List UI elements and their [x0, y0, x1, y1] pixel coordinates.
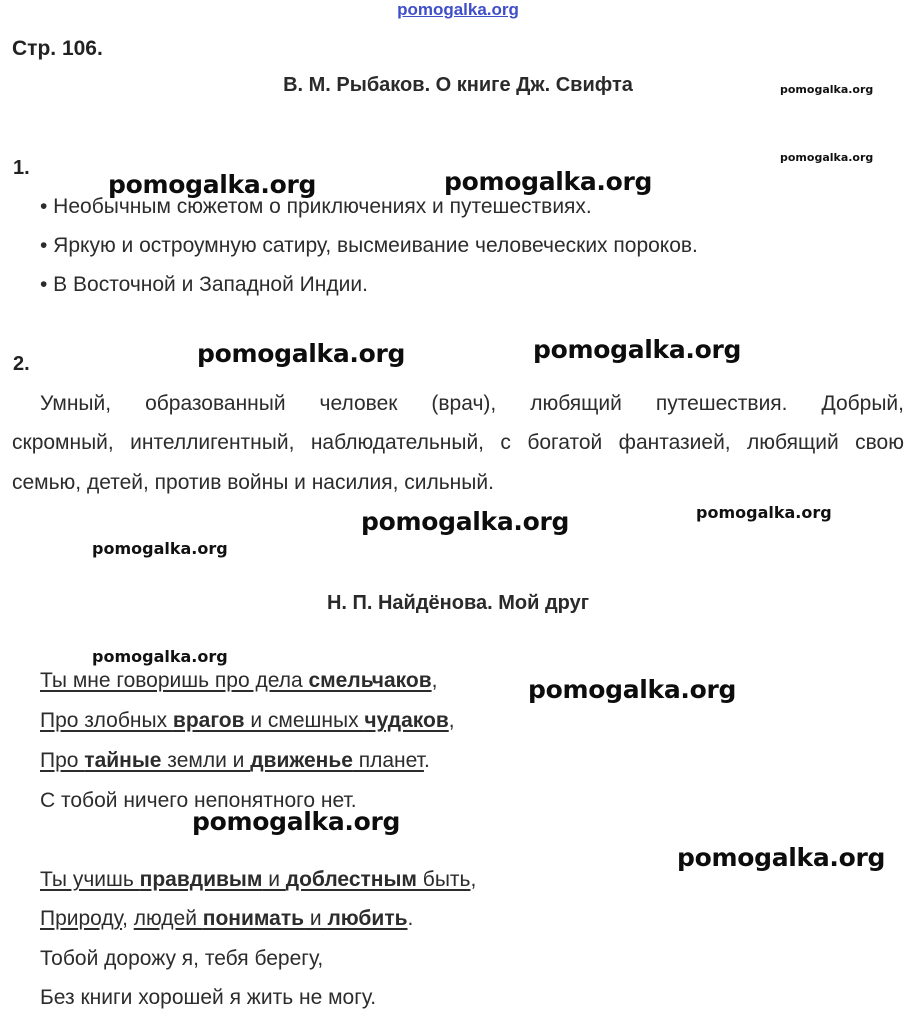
poem-text: и смешных: [244, 709, 365, 732]
watermark-large: pomogalka.org: [444, 167, 653, 196]
poem-line-6: [40, 907, 413, 931]
poem-line-3: [40, 749, 430, 773]
poem-keyword: доблестным: [285, 868, 417, 891]
poem-keyword: тайные: [84, 749, 162, 772]
answer-bullet-2: • Яркую и остроумную сатиру, высмеивание человеческих пороков.: [40, 234, 698, 257]
watermark-top[interactable]: pomogalka.org: [397, 0, 519, 19]
watermark-large: pomogalka.org: [192, 807, 401, 836]
poem-text: ,: [470, 868, 477, 891]
answer-paragraph-line-2: скромный, интеллигентный, наблюдательный, с богатой фантазией, любящий свою: [12, 431, 904, 454]
poem-keyword: правдивым: [139, 868, 263, 891]
poem-line-8: Без книги хорошей я жить не могу.: [40, 986, 377, 1009]
watermark-small: pomogalka.org: [780, 83, 874, 96]
poem-line-4: С тобой ничего непонятного нет.: [40, 789, 357, 812]
watermark-large: pomogalka.org: [677, 843, 886, 872]
poem-text: Про: [40, 749, 85, 772]
poem-text: Про злобных: [40, 709, 173, 732]
poem-keyword: любить: [327, 907, 408, 930]
watermark-large: pomogalka.org: [108, 170, 317, 199]
poem-line-7: Тобой дорожу я, тебя берегу,: [40, 947, 324, 970]
poem-text: людей: [133, 907, 203, 930]
poem-text: и: [262, 868, 286, 891]
question-number-1: 1.: [13, 157, 30, 179]
poem-keyword: чудаков: [364, 709, 449, 732]
watermark-small: pomogalka.org: [780, 151, 874, 164]
watermark-medium: pomogalka.org: [696, 503, 832, 522]
answer-paragraph-line-3: семью, детей, против войны и насилия, сильный.: [12, 471, 494, 494]
watermark-medium: pomogalka.org: [92, 539, 228, 558]
poem-keyword: смельчаков: [308, 669, 432, 692]
poem-line-2: [40, 709, 455, 733]
question-number-2: 2.: [13, 353, 30, 375]
answer-bullet-1: • Необычным сюжетом о приключениях и путешествиях.: [40, 195, 592, 218]
poem-text: и: [304, 907, 328, 930]
poem-text: .: [407, 907, 414, 930]
answer-paragraph-line-1: Умный, образованный человек (врач), любящий путешествия. Добрый,: [40, 392, 904, 415]
poem-text: Ты мне говоришь про дела: [40, 669, 309, 692]
poem-text: быть: [416, 868, 471, 891]
poem-keyword: понимать: [202, 907, 305, 930]
watermark-large: pomogalka.org: [197, 339, 406, 368]
poem-text: земли и: [161, 749, 251, 772]
poem-text: ,: [448, 709, 455, 732]
watermark-large: pomogalka.org: [533, 335, 742, 364]
watermark-large: pomogalka.org: [361, 507, 570, 536]
answer-bullet-3: • В Восточной и Западной Индии.: [40, 273, 368, 296]
section1-title: В. М. Рыбаков. О книге Дж. Свифта: [283, 74, 633, 96]
watermark-large: pomogalka.org: [528, 675, 737, 704]
poem-text: ,: [122, 907, 134, 930]
watermark-medium: pomogalka.org: [92, 647, 228, 666]
poem-text: .: [423, 749, 430, 772]
poem-keyword: врагов: [172, 709, 245, 732]
poem-text: Ты учишь: [40, 868, 140, 891]
poem-text: ,: [431, 669, 438, 692]
poem-keyword: движенье: [250, 749, 353, 772]
poem-text: Природу: [40, 907, 123, 930]
section2-title: Н. П. Найдёнова. Мой друг: [326, 592, 590, 614]
poem-text: планет: [352, 749, 424, 772]
page-label: Стр. 106.: [12, 37, 103, 60]
poem-line-1: [40, 669, 437, 693]
poem-line-5: [40, 868, 476, 892]
